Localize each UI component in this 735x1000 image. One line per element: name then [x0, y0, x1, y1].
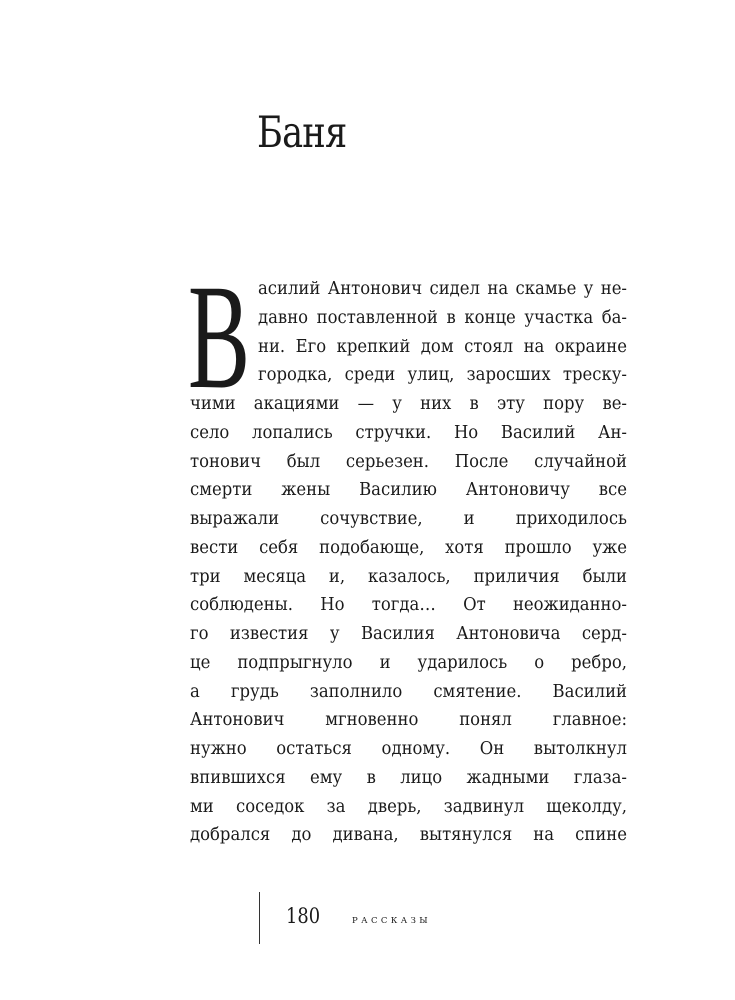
text-line: городка, среди улиц, заросших треску- — [258, 365, 627, 386]
text-line: соблюдены. Но тогда… От неожиданно- — [190, 595, 627, 616]
text-line: добрался до дивана, вытянулся на спине — [190, 825, 627, 846]
page-number: 180 — [286, 904, 321, 928]
text-line: го известия у Василия Антоновича серд- — [190, 624, 627, 644]
text-line: выражали сочувствие, и приходилось — [190, 509, 627, 529]
drop-cap: В — [188, 254, 251, 420]
running-head: РАССКАЗЫ — [352, 916, 432, 926]
text-line: село лопались стручки. Но Василий Ан- — [190, 422, 627, 443]
text-line: вести себя подобающе, хотя прошло уже — [190, 537, 627, 558]
text-line: асилий Антонович сидел на скамье у не- — [258, 279, 627, 299]
text-line: а грудь заполнило смятение. Василий — [190, 681, 627, 702]
text-line: три месяца и, казалось, приличия были — [190, 566, 627, 587]
text-line: ни. Его крепкий дом стоял на окраине — [258, 336, 627, 357]
chapter-title: Баня — [257, 108, 347, 158]
text-line: тонович был серьезен. После случайной — [190, 451, 627, 472]
text-line: чими акациями — у них в эту пору ве- — [190, 394, 627, 414]
text-line: ми соседок за дверь, задвинул щеколду, — [190, 796, 627, 817]
text-line: впившихся ему в лицо жадными глаза- — [190, 767, 627, 788]
footer-rule — [259, 892, 260, 944]
text-line: нужно остаться одному. Он вытолкнул — [190, 739, 627, 759]
text-line: смерти жены Василию Антоновичу все — [190, 480, 627, 501]
text-line: це подпрыгнуло и ударилось о ребро, — [190, 652, 627, 673]
text-line: давно поставленной в конце участка ба- — [258, 307, 627, 328]
text-line: Антонович мгновенно понял главное: — [190, 710, 627, 731]
